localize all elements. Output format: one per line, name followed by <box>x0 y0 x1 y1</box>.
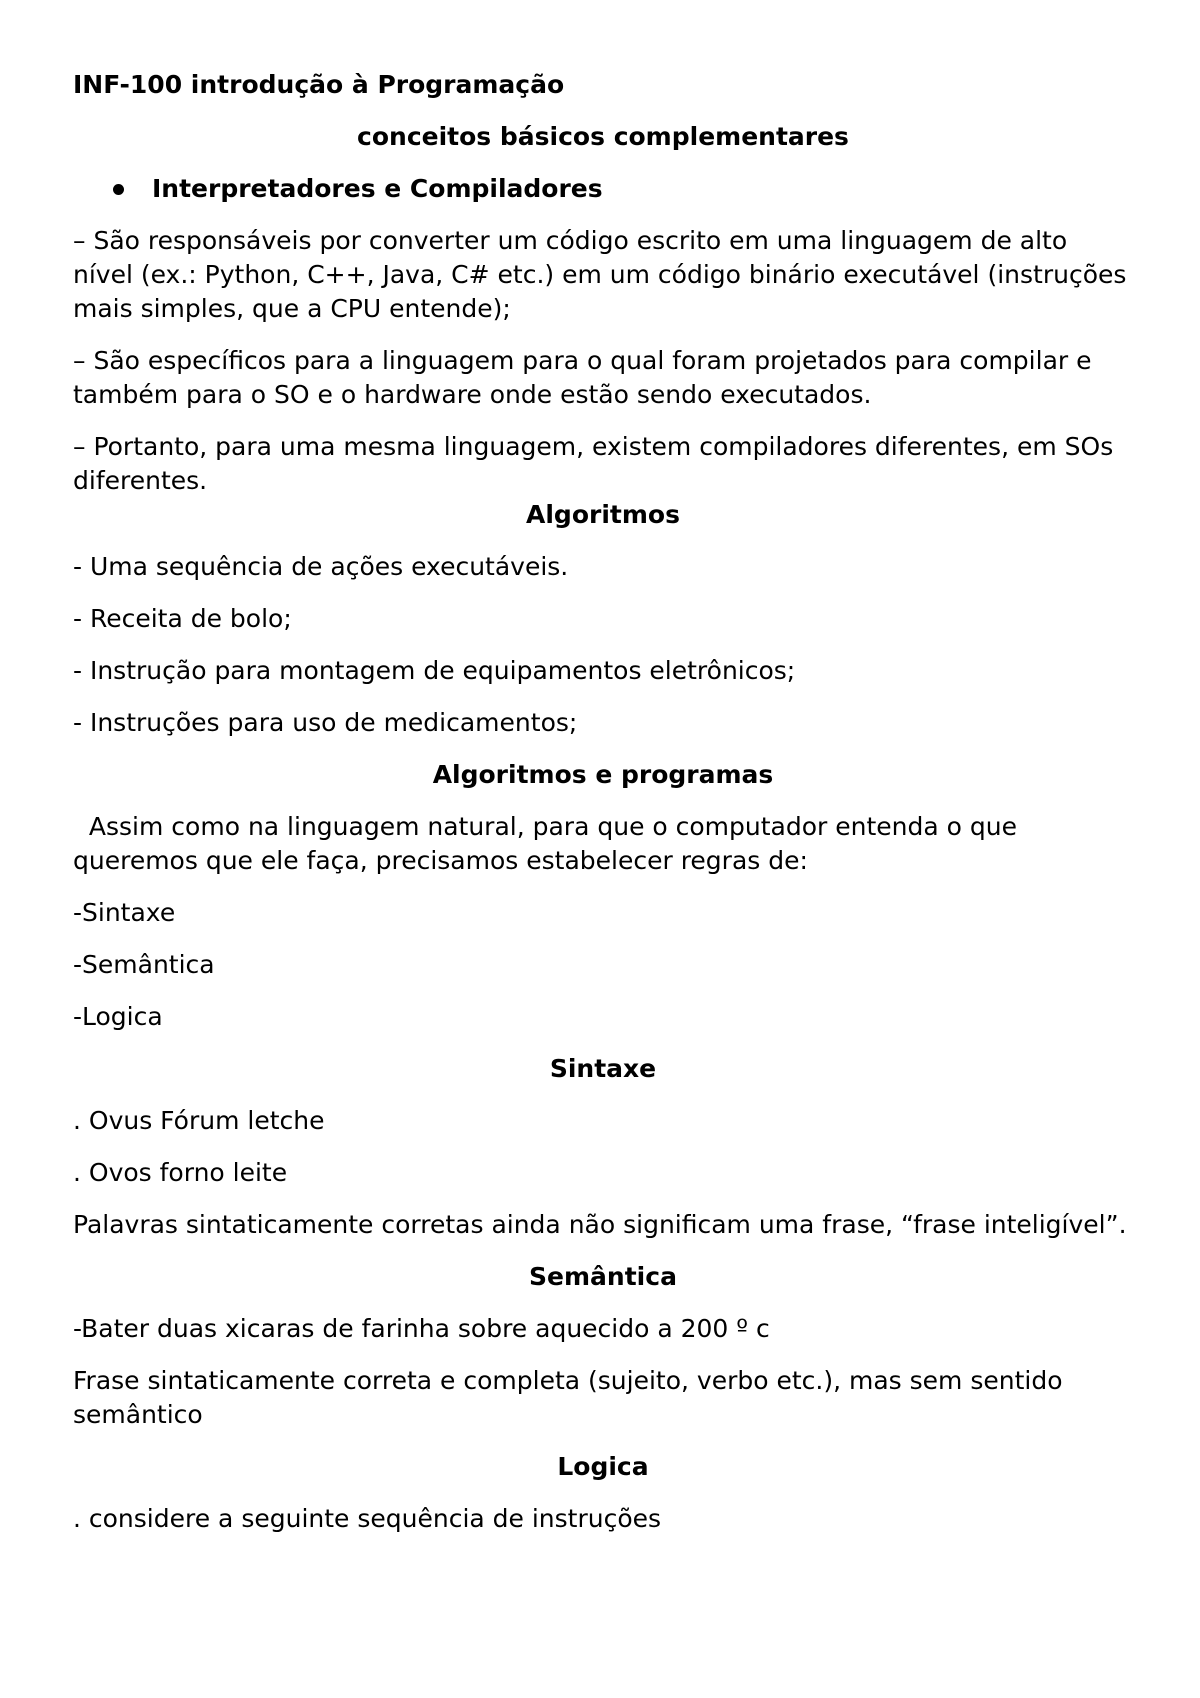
section-heading-sintaxe: Sintaxe <box>549 1054 657 1083</box>
bullet-text: Interpretadores e Compiladores <box>152 174 603 203</box>
algoritmos-programas-paragraph: Assim como na linguagem natural, para que o computador entenda o que queremos que ele faça, precisamos estabelecer regras de: <box>73 812 1025 875</box>
list-item: -Sintaxe <box>73 898 176 927</box>
compiler-paragraph: – São responsáveis por converter um código escrito em uma linguagem de alto nível (ex.: Python, C++, Java, C# etc.) em um código binário executável (instruções mais simples, que a CPU entende); <box>73 226 1127 323</box>
list-item: - Instruções para uso de medicamentos; <box>73 708 578 737</box>
list-item: -Bater duas xicaras de farinha sobre aquecido a 200 º c <box>73 1314 770 1343</box>
list-item: . considere a seguinte sequência de instruções <box>73 1504 662 1533</box>
bullet-icon <box>113 184 124 195</box>
list-item: . Ovos forno leite <box>73 1158 288 1187</box>
semantica-paragraph: Frase sintaticamente correta e completa (sujeito, verbo etc.), mas sem sentido semântico <box>73 1366 1063 1429</box>
compiler-paragraph: – São específicos para a linguagem para o qual foram projetados para compilar e também para o SO e o hardware onde estão sendo executados. <box>73 346 1092 409</box>
list-item: - Instrução para montagem de equipamentos eletrônicos; <box>73 656 796 685</box>
sintaxe-paragraph: Palavras sintaticamente corretas ainda não significam uma frase, “frase inteligível”. <box>73 1210 1127 1239</box>
section-heading-algoritmos-programas: Algoritmos e programas <box>432 760 774 789</box>
section-heading-logica: Logica <box>557 1452 649 1481</box>
document-page <box>73 68 1133 1554</box>
section-heading-semantica: Semântica <box>529 1262 677 1291</box>
document-subtitle: conceitos básicos complementares <box>357 122 849 151</box>
list-item: -Logica <box>73 1002 163 1031</box>
list-item: - Receita de bolo; <box>73 604 292 633</box>
course-title: INF-100 introdução à Programação <box>73 70 565 99</box>
list-item: - Uma sequência de ações executáveis. <box>73 552 569 581</box>
section-heading-algoritmos: Algoritmos <box>526 500 680 529</box>
compiler-paragraph: – Portanto, para uma mesma linguagem, existem compiladores diferentes, em SOs diferentes. <box>73 432 1114 495</box>
list-item: . Ovus Fórum letche <box>73 1106 325 1135</box>
list-item: -Semântica <box>73 950 215 979</box>
bullet-item <box>73 172 1133 206</box>
